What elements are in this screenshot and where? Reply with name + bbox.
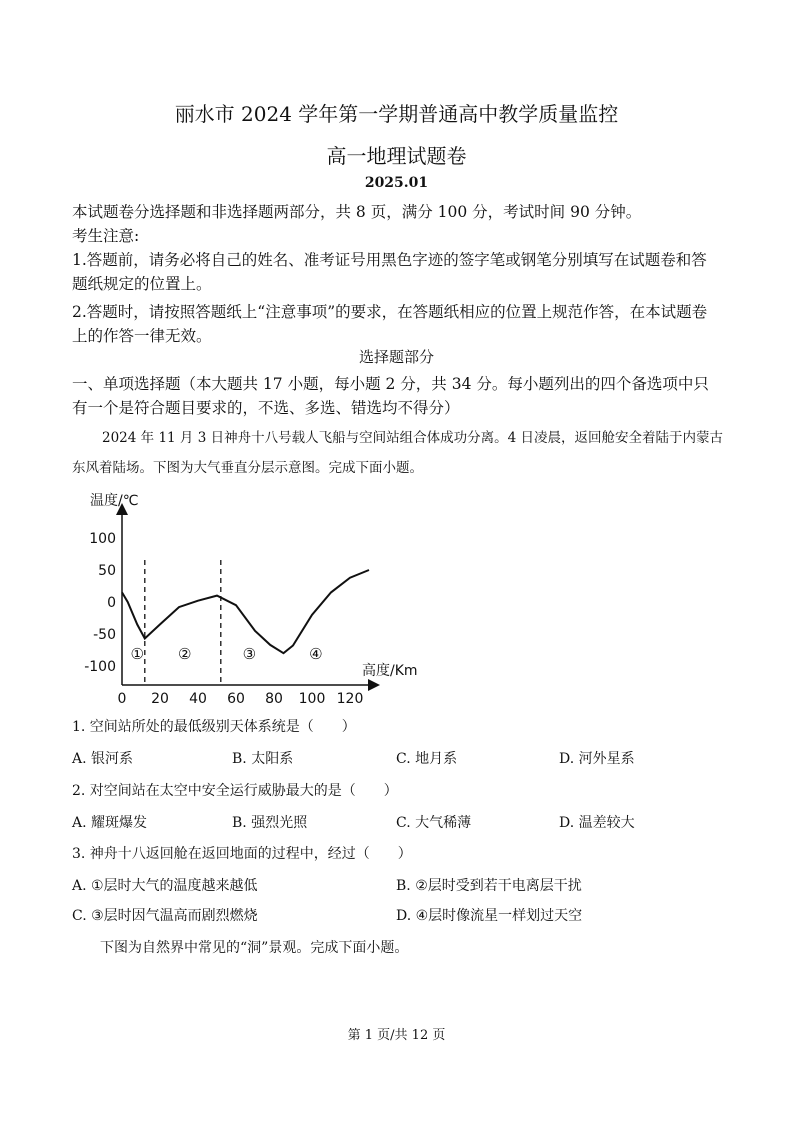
q3-option-c: C. ③层时因气温高而剧烈燃烧 [72,908,258,924]
y-tick-label: 50 [98,563,116,579]
section-heading-line1: 一、单项选择题（本大题共 17 小题，每小题 2 分，共 34 分。每小题列出的四个备选项中只 [72,375,709,393]
y-tick-label: 0 [107,595,116,611]
x-tick-label: 100 [298,691,326,707]
x-tick-label: 120 [336,691,364,707]
temperature-curve [122,570,369,653]
note1-line2: 题纸规定的位置上。 [72,275,212,293]
q3-option-b: B. ②层时受到若干电离层干扰 [396,878,582,894]
page-footer: 第 1 页/共 12 页 [347,1028,446,1043]
note1-line1: 1.答题前，请务必将自己的姓名、准考证号用黑色字迹的签字笔或钢笔分别填写在试题卷和答 [72,251,707,269]
y-axis-label: 温度/℃ [90,493,139,509]
q3-option-a: A. ①层时大气的温度越来越低 [72,878,258,894]
x-tick-label: 0 [117,691,127,707]
q1-option-a: A. 银河系 [72,751,134,767]
q2-option-a: A. 耀斑爆发 [72,815,148,831]
q3-option-d: D. ④层时像流星一样划过天空 [396,908,583,924]
exam-date: 2025.01 [364,175,429,191]
section-title: 选择题部分 [358,348,434,366]
layer-label: ① [130,645,144,664]
layer-label: ③ [242,645,257,664]
q1-option-d: D. 河外星系 [559,751,635,767]
q1-option-b: B. 太阳系 [232,751,294,767]
x-tick-label: 40 [189,691,207,707]
x-tick-label: 60 [227,691,245,707]
x-axis-label: 高度/Km [362,663,418,679]
layer-label: ② [177,645,192,664]
y-tick-label: 100 [89,531,116,547]
layer-label: ④ [309,645,323,664]
x-tick-label: 20 [151,691,169,707]
note2-line1: 2.答题时，请按照答题纸上“注意事项”的要求，在答题纸相应的位置上规范作答，在本试题卷 [72,303,708,321]
exam-title: 丽水市 2024 学年第一学期普通高中教学质量监控 [174,102,619,126]
section-heading-line2: 有一个是符合题目要求的，不选、多选、错选均不得分） [72,399,460,417]
note2-line2: 上的作答一律无效。 [72,327,212,345]
question-1-stem: 1. 空间站所处的最低级别天体系统是（ ） [72,719,356,735]
q2-option-b: B. 强烈光照 [232,815,308,831]
question-2-stem: 2. 对空间站在太空中安全运行威胁最大的是（ ） [72,783,398,799]
q2-option-d: D. 温差较大 [559,815,635,831]
question-3-stem: 3. 神舟十八返回舱在返回地面的过程中，经过（ ） [72,846,412,862]
atmosphere-chart [80,485,418,715]
notice-title: 考生注意: [72,227,140,245]
passage1-line1: 2024 年 11 月 3 日神舟十八号载人飞船与空间站组合体成功分离。4 日凌晨，返回舱安全着陆于内蒙古 [102,430,723,446]
y-tick-label: -50 [93,627,116,643]
x-tick-label: 80 [265,691,283,707]
passage1-line2: 东风着陆场。下图为大气垂直分层示意图。完成下面小题。 [72,460,423,476]
q1-option-c: C. 地月系 [396,751,458,767]
exam-subtitle: 高一地理试题卷 [326,144,467,168]
intro-line: 本试题卷分选择题和非选择题两部分，共 8 页，满分 100 分，考试时间 90 分钟。 [72,203,642,221]
y-tick-label: -100 [84,659,116,675]
passage2: 下图为自然界中常见的“洞”景观。完成下面小题。 [100,940,409,956]
q2-option-c: C. 大气稀薄 [396,815,472,831]
